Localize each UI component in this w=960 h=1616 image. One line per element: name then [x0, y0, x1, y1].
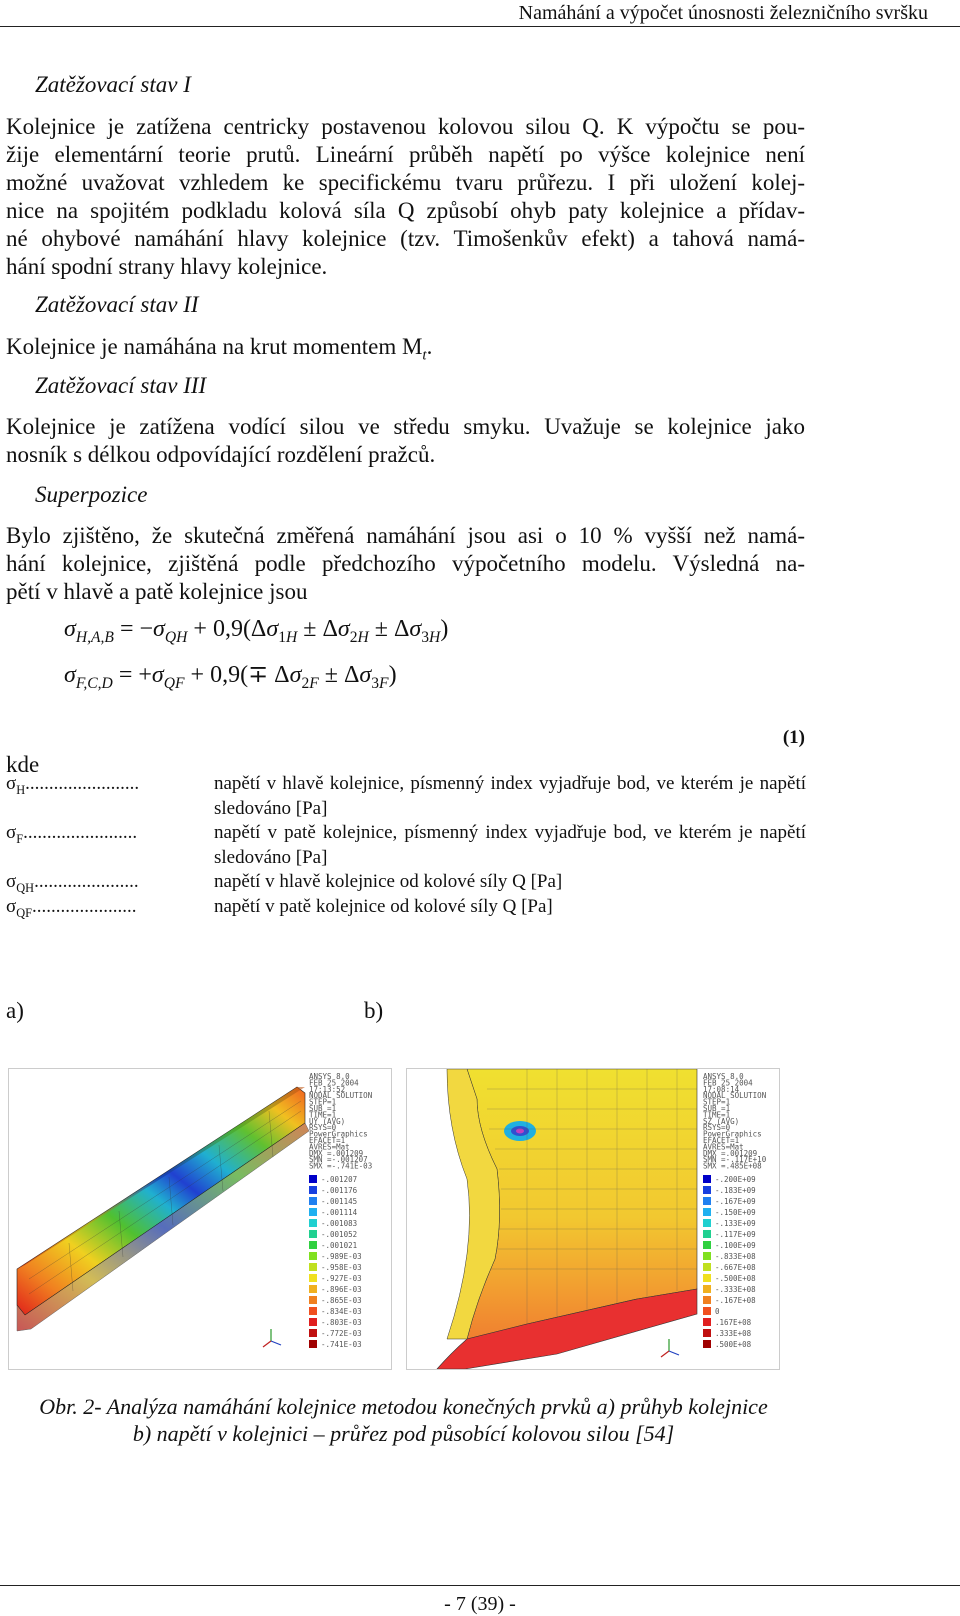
legend-text: 0	[715, 1307, 720, 1316]
legend-text: AVRES=Mat	[309, 1142, 350, 1152]
legend-text: TIME=1	[703, 1110, 731, 1120]
paragraph-load-case-1	[6, 113, 805, 281]
svg-text:ANSYS 8.0FEB 25 200417:13:52NO	[309, 1072, 372, 1171]
legend-text: -.667E+08	[715, 1263, 756, 1272]
equation-foot-stress: $\sigma_{F,C,D} = +\sigma_{QF} + 0,9(\mp \Delta\sigma_{2F} \pm \Delta\sigma_{3F})$	[64, 662, 397, 692]
legend-text: SUB =1	[703, 1104, 731, 1113]
legend-text: NODAL SOLUTION	[309, 1091, 373, 1101]
legend-text: PowerGraphics	[309, 1129, 368, 1139]
legend-text: UY (AVG)	[309, 1116, 346, 1126]
legend-text: -.167E+09	[715, 1197, 756, 1206]
legend-text: -.150E+09	[715, 1208, 756, 1217]
legend-text: .333E+08	[715, 1329, 752, 1338]
legend-text: SUB =1	[309, 1104, 337, 1113]
legend-text: SZ (AVG)	[703, 1116, 740, 1126]
text-line: né ohybové namáhání hlavy kolejnice (tzv. Timošenkův efekt) a tahová namá-	[6, 226, 805, 251]
heading-load-case-2: Zatěžovací stav II	[35, 292, 199, 317]
legend-text: -.772E-03	[321, 1329, 362, 1338]
legend-text: RSYS=0	[309, 1123, 337, 1133]
figure-caption: Obr. 2- Analýza namáhání kolejnice metodou konečných prvků a) průhyb kolejnice b) napětí v kolejnici – průřez pod působící kolovou silou [54]	[39, 1394, 768, 1446]
legend-text: -.133E+09	[715, 1219, 756, 1228]
text-line: hání spodní strany hlavy kolejnice.	[6, 254, 328, 279]
legend-text: .167E+08	[715, 1318, 752, 1327]
equation-number: (1)	[782, 727, 805, 748]
legend-text: SMN =-.117E+10	[703, 1155, 767, 1165]
heading-load-case-3: Zatěžovací stav III	[35, 373, 207, 398]
paragraph-load-case-3	[6, 413, 805, 469]
legend-text: NODAL SOLUTION	[703, 1091, 767, 1101]
text-line: Bylo zjištěno, že skutečná změřená namáhání jsou asi o 10 % vyšší než namá-	[6, 523, 805, 548]
legend-text: -.865E-03	[321, 1296, 362, 1305]
legend-text: -.001207	[321, 1175, 358, 1184]
legend-text: DMX =.001209	[703, 1148, 758, 1158]
legend-text: STEP=1	[703, 1097, 731, 1107]
legend-text: SMX =-.741E-03	[309, 1161, 373, 1171]
legend-text: -.001114	[321, 1208, 358, 1217]
svg-text:ANSYS 8.0FEB 25 200417:08:14NO	[703, 1072, 767, 1171]
figure-b-legend	[703, 1175, 711, 1348]
definition-sigma-f: $\sigma_F$........................ napětí v patě kolejnice, písmenný index vyjadřuje bod, ve kterém je napětí sledováno [Pa]	[6, 822, 806, 868]
legend-text: -.001052	[321, 1230, 358, 1239]
legend-text: -.200E+09	[715, 1175, 756, 1184]
legend-text: -.803E-03	[321, 1318, 362, 1327]
text-line: nosník s délkou odpovídající rozdělení pražců.	[6, 442, 436, 467]
legend-text: PowerGraphics	[703, 1129, 762, 1139]
legend-text: -.001145	[321, 1197, 358, 1206]
legend-text: STEP=1	[309, 1097, 337, 1107]
legend-text: FEB 25 2004	[309, 1078, 359, 1088]
text-line: hání kolejnice, zjištěná podle předchozího výpočetního modelu. Výsledná na-	[6, 551, 805, 576]
legend-text: -.958E-03	[321, 1263, 362, 1272]
text-line: Kolejnice je zatížena centricky postavenou kolovou silou Q. K výpočtu se pou-	[6, 114, 805, 139]
legend-text: -.117E+09	[715, 1230, 756, 1239]
legend-text: -.896E-03	[321, 1285, 362, 1294]
legend-text: 17:08:14	[703, 1084, 740, 1094]
text-line: možné uvažovat vzhledem ke specifickému tvaru průřezu. I při uložení kolej-	[6, 170, 805, 195]
legend-text: -.741E-03	[321, 1340, 362, 1349]
legend-text: -.001176	[321, 1186, 358, 1195]
figure-a-legend	[309, 1175, 317, 1348]
legend-text: -.183E+09	[715, 1186, 756, 1195]
paragraph-load-case-2: Kolejnice je namáhána na krut momentem $M_t$.	[6, 334, 433, 364]
text-line: nice na spojitém podkladu kolová síla Q způsobí ohyb paty kolejnice a přídav-	[6, 198, 805, 223]
figure-label-a: a)	[6, 998, 24, 1023]
figure-b-rail-stress	[406, 1068, 780, 1370]
legend-text: -.500E+08	[715, 1274, 756, 1283]
header-rule	[0, 26, 960, 27]
legend-text: -.001083	[321, 1219, 358, 1228]
text-line: Kolejnice je zatížena vodící silou ve středu smyku. Uvažuje se kolejnice jako	[6, 414, 805, 439]
legend-text: ANSYS 8.0	[703, 1072, 744, 1081]
figure-label-b: b)	[364, 998, 384, 1023]
page-number: - 7 (39) -	[444, 1593, 516, 1615]
legend-text: SMN =-.001207	[309, 1155, 368, 1165]
legend-text: 17:13:52	[309, 1084, 346, 1094]
legend-text: -.927E-03	[321, 1274, 362, 1283]
svg-text:-.200E+09-.183E+09-.167E+09-.1	[715, 1175, 756, 1349]
legend-text: .500E+08	[715, 1340, 752, 1349]
text-line: žije elementární teorie prutů. Lineární průběh napětí po výšce kolejnice není	[6, 142, 805, 167]
legend-text: -.333E+08	[715, 1285, 756, 1294]
definition-sigma-qh: $\sigma_{QH}$...................... napětí v hlavě kolejnice od kolové síly Q [Pa]	[6, 871, 563, 895]
heading-load-case-1: Zatěžovací stav I	[35, 72, 191, 97]
equation-head-stress: $\sigma_{H,A,B} = -\sigma_{QH} + 0,9(\Delta\sigma_{1H} \pm \Delta\sigma_{2H} \pm \Delta\sigma_{3H})$	[64, 616, 449, 646]
legend-text: EFACET=1	[309, 1136, 346, 1145]
definition-sigma-qf: $\sigma_{QF}$...................... napětí v patě kolejnice od kolové síly Q [Pa]	[6, 896, 553, 920]
legend-text: AVRES=Mat	[703, 1142, 744, 1152]
legend-text: -.989E-03	[321, 1252, 362, 1261]
legend-text: -.833E+08	[715, 1252, 756, 1261]
running-header: Namáhání a výpočet únosnosti železničního svršku	[518, 2, 928, 24]
heading-superposition: Superpozice	[35, 482, 148, 507]
legend-text: -.001021	[321, 1241, 358, 1250]
legend-text: FEB 25 2004	[703, 1078, 753, 1088]
legend-text: TIME=1	[309, 1110, 337, 1120]
legend-text: -.100E+09	[715, 1241, 756, 1250]
paragraph-superposition	[6, 522, 805, 606]
legend-text: EFACET=1	[703, 1136, 740, 1145]
legend-text: RSYS=0	[703, 1123, 731, 1133]
text-line: pětí v hlavě a patě kolejnice jsou	[6, 579, 308, 604]
legend-text: -.167E+08	[715, 1296, 756, 1305]
figure-a-rail-deflection	[8, 1068, 392, 1370]
legend-text: DMX =.001209	[309, 1148, 364, 1158]
where-label: kde	[6, 752, 40, 777]
legend-text: -.834E-03	[321, 1307, 362, 1316]
svg-text:-.001207-.001176-.001145-.0011	[321, 1175, 362, 1349]
definition-sigma-h: $\sigma_H$........................ napětí v hlavě kolejnice, písmenný index vyjadřuje bod, ve kterém je napětí sledováno [Pa]	[6, 773, 806, 819]
legend-text: ANSYS 8.0	[309, 1072, 350, 1081]
footer-rule	[0, 1585, 960, 1586]
legend-text: SMX =.485E+08	[703, 1161, 762, 1171]
